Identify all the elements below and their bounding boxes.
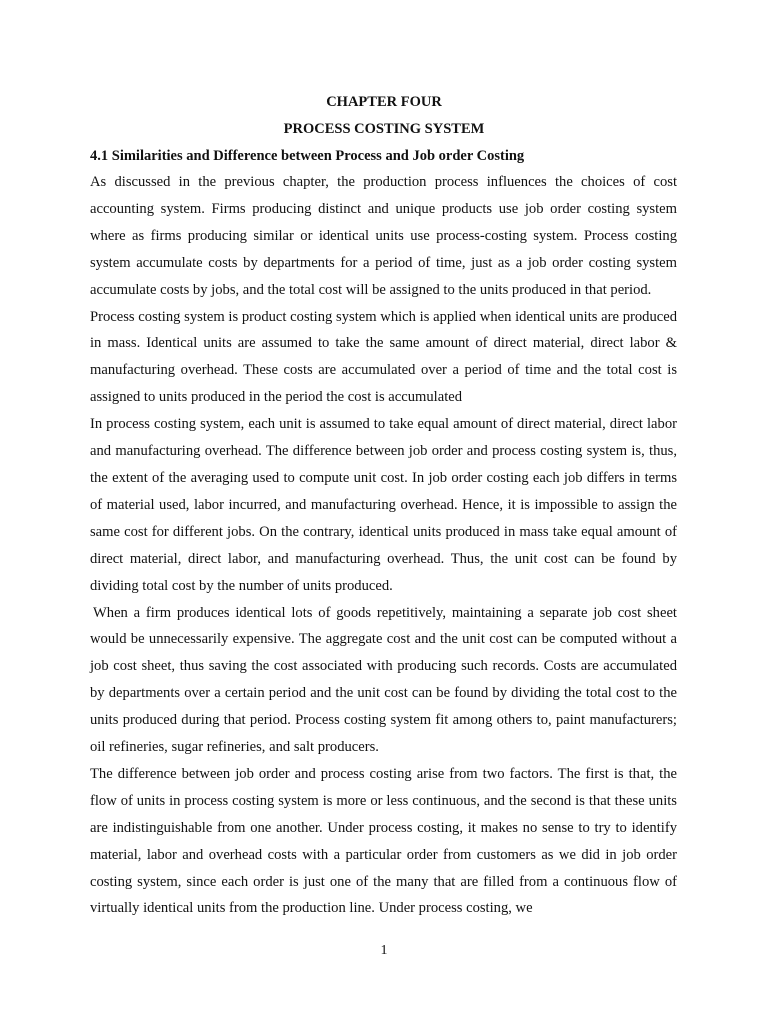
chapter-title: PROCESS COSTING SYSTEM [283,121,485,137]
page-number: 1 [380,943,388,958]
paragraph-4: When a firm produces identical lots of goods repetitively, maintaining a separate job cost sheet would be unnecessarily expensive. The aggregate cost and the unit cost can be computed without a job cost sheet, thus saving the cost associated with producing such records. Costs are accumulated by departments over a certain period and the unit cost can be found by dividing the total cost to the units produced during that period. Process costing system fit among others to, paint manufacturers; oil refineries, sugar refineries, and salt producers. [90,604,677,756]
body-text [90,169,677,922]
paragraph-5: The difference between job order and process costing arise from two factors. The first is that, the flow of units in process costing system is more or less continuous, and the second is that these units are indistinguishable from one another. Under process costing, it makes no sense to try to identify material, labor and overhead costs with a particular order from customers as we did in job order costing system, since each order is just one of the many that are filled from a continuous flow of virtually identical units from the production line. Under process costing, we [90,765,677,917]
paragraph-2: Process costing system is product costing system which is applied when identical units are produced in mass. Identical units are assumed to take the same amount of direct material, direct labor & manufacturing overhead. These costs are accumulated over a period of time and the total cost is assigned to units produced in the period the cost is accumulated [90,308,677,406]
paragraph-1: As discussed in the previous chapter, the production process influences the choices of cost accounting system. Firms producing distinct and unique products use job order costing system where as firms producing similar or identical units use process-costing system. Process costing system accumulate costs by departments for a period of time, just as a job order costing system accumulate costs by jobs, and the total cost will be assigned to the units produced in that period. [90,174,677,298]
chapter-number: CHAPTER FOUR [326,94,442,110]
paragraph-3: In process costing system, each unit is assumed to take equal amount of direct material, direct labor and manufacturing overhead. The difference between job order and process costing system is, thus, the extent of the averaging used to compute unit cost. In job order costing each job differs in terms of material used, labor incurred, and manufacturing overhead. Hence, it is impossible to assign the same cost for different jobs. On the contrary, identical units produced in mass take equal amount of direct material, direct labor, and manufacturing overhead. Thus, the unit cost can be found by dividing total cost by the number of units produced. [90,416,677,594]
section-heading: 4.1 Similarities and Difference between Process and Job order Costing [90,148,525,164]
